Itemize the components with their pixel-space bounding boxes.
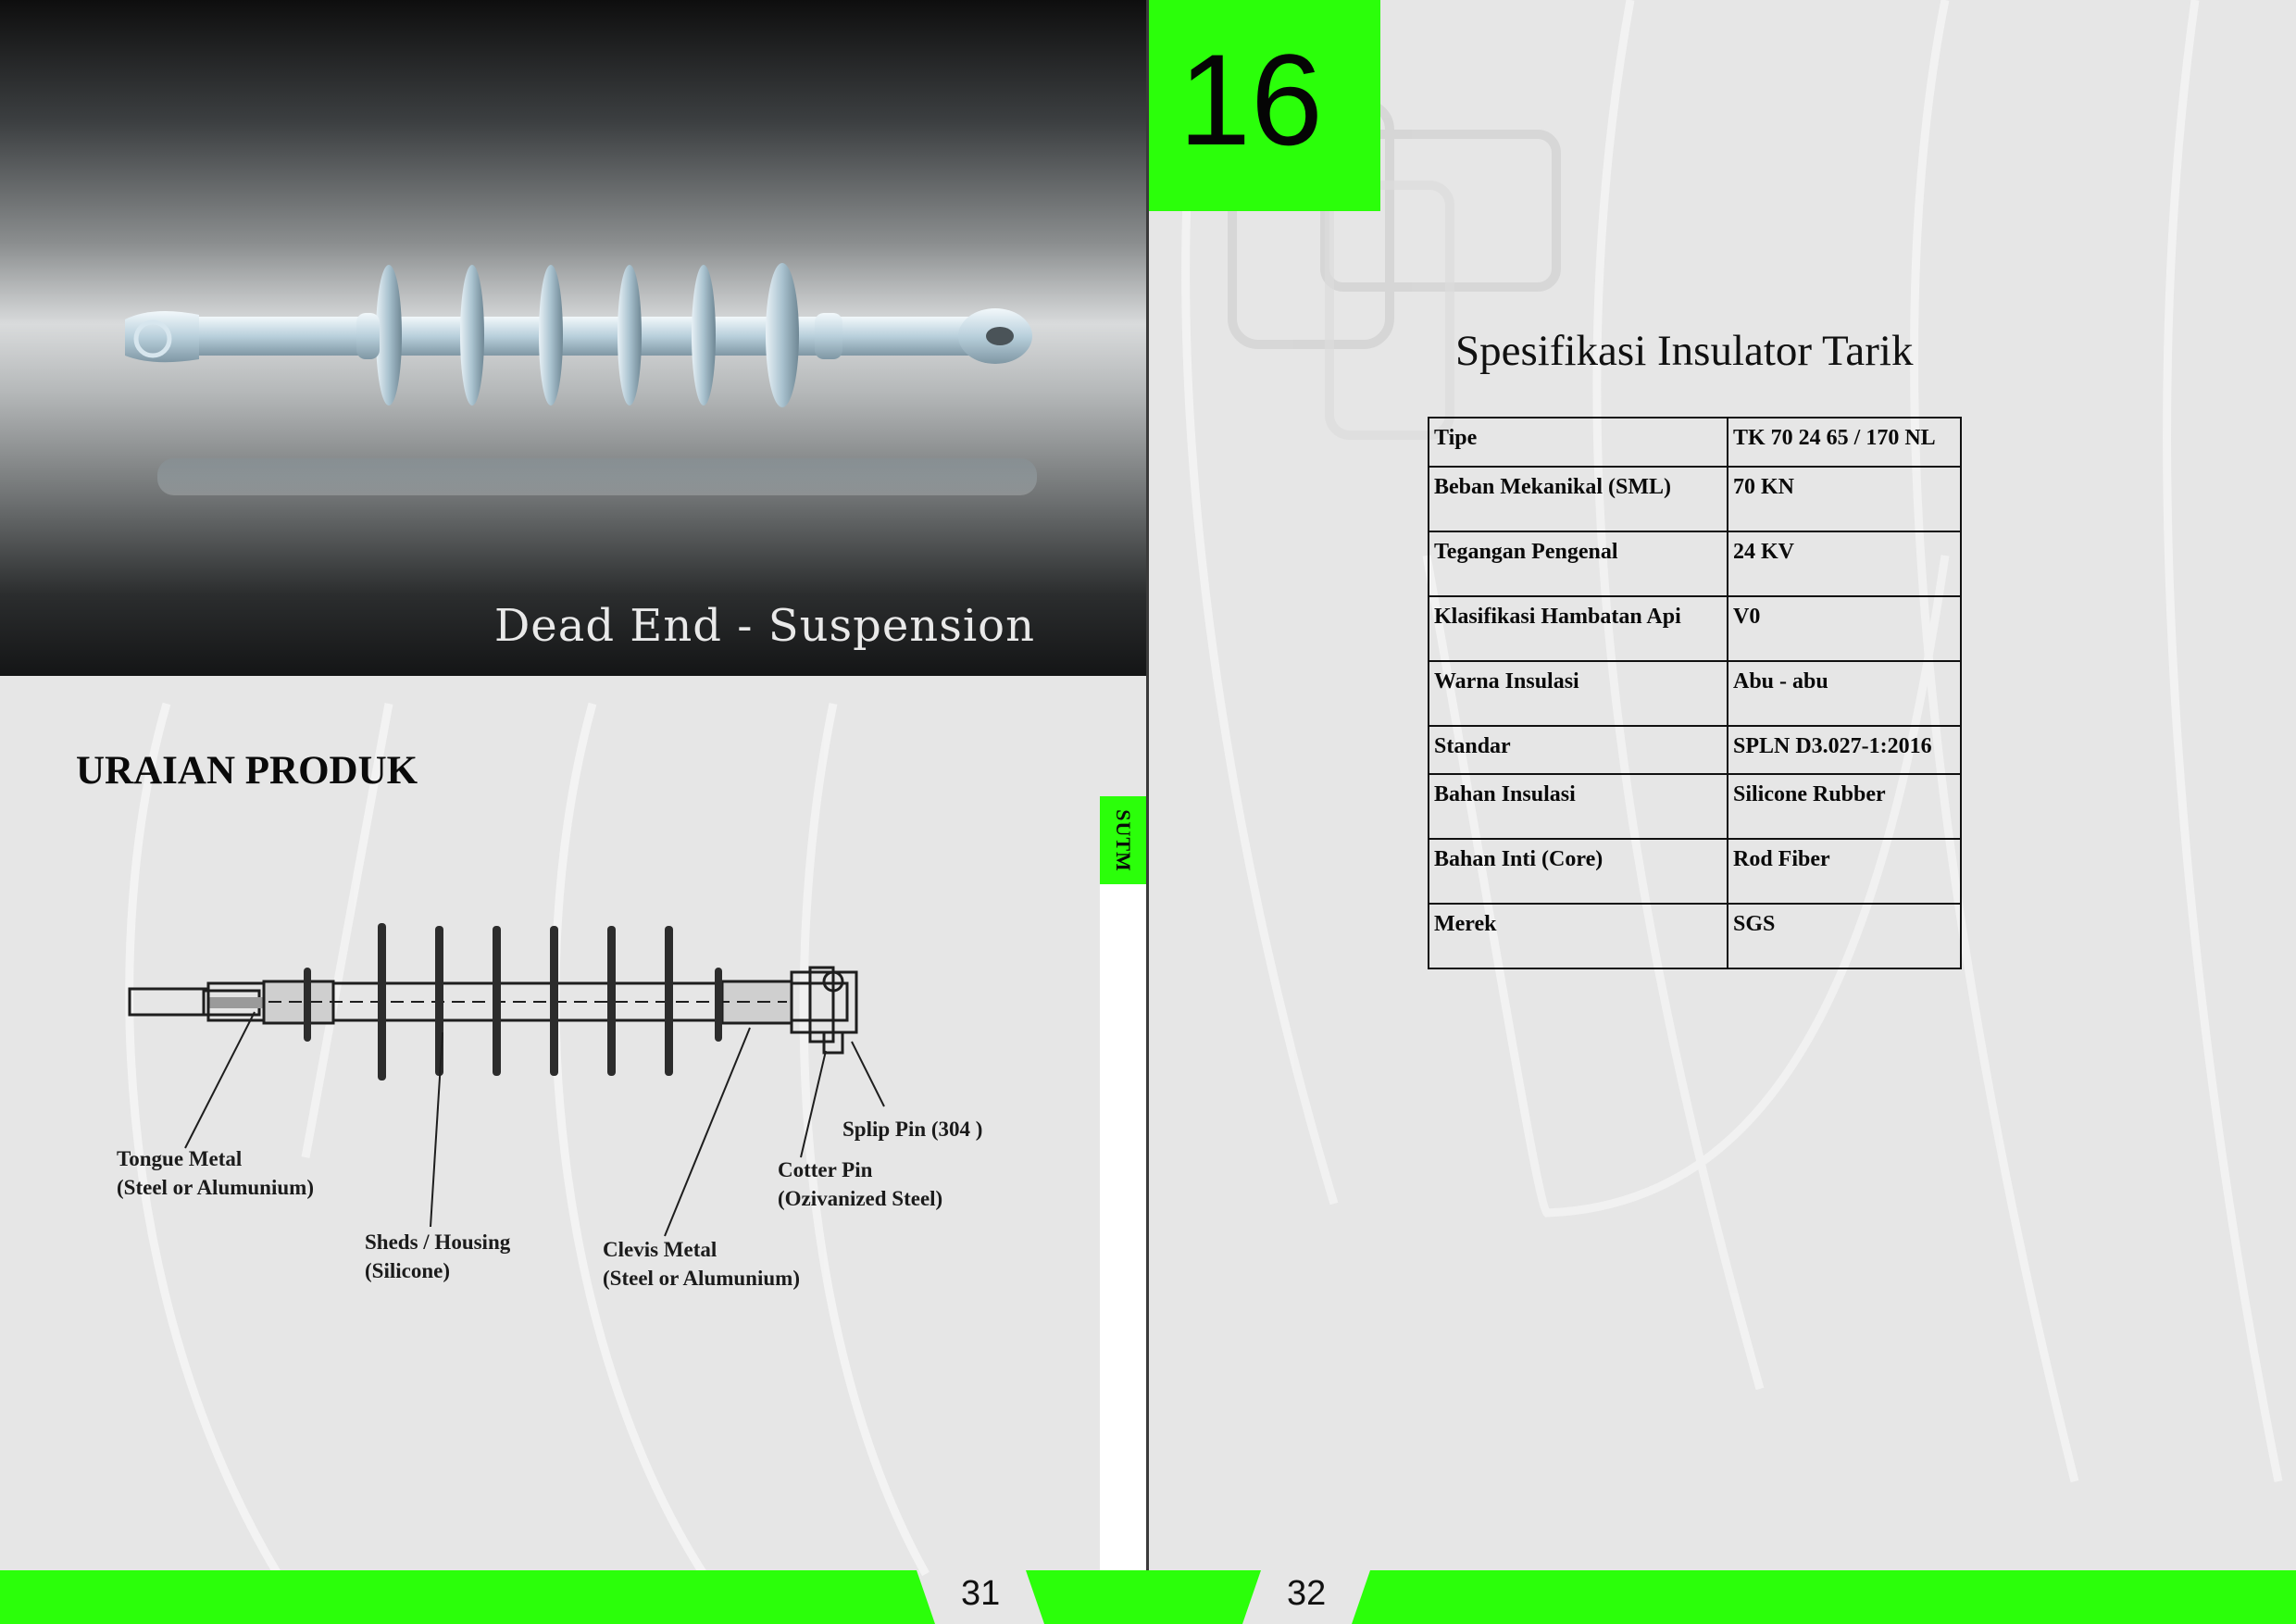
spec-row	[1429, 467, 1961, 531]
spec-label: Beban Mekanikal (SML)	[1429, 467, 1728, 531]
label-cotter-pin: Cotter Pin (Ozivanized Steel)	[778, 1158, 943, 1210]
chapter-number: 16	[1179, 27, 1323, 172]
spec-value: SGS	[1728, 904, 1961, 968]
side-tab-sutm	[1100, 796, 1146, 884]
spec-row	[1429, 661, 1961, 726]
spec-table	[1428, 417, 1962, 969]
spec-label: Tipe	[1429, 418, 1728, 467]
spec-value: V0	[1728, 596, 1961, 661]
side-tab-label: SUTM	[1112, 808, 1135, 872]
section-title: URAIAN PRODUK	[76, 749, 418, 793]
spec-label: Bahan Inti (Core)	[1429, 839, 1728, 904]
hero-caption: Dead End - Suspension	[493, 600, 1035, 652]
insulator-photo-illustration	[0, 0, 1146, 676]
spec-value: TK 70 24 65 / 170 NL	[1728, 418, 1961, 467]
spec-value: SPLN D3.027-1:2016	[1728, 726, 1961, 774]
right-page	[1149, 0, 2296, 1624]
page-number-left: 31	[961, 1574, 1001, 1613]
spec-row	[1429, 726, 1961, 774]
spec-label: Tegangan Pengenal	[1429, 531, 1728, 596]
spec-value: Abu - abu	[1728, 661, 1961, 726]
label-splip-pin: Splip Pin (304 )	[842, 1118, 983, 1141]
chapter-number-box	[1149, 0, 1380, 211]
spec-label: Bahan Insulasi	[1429, 774, 1728, 839]
spec-value: Rod Fiber	[1728, 839, 1961, 904]
spec-label: Standar	[1429, 726, 1728, 774]
insulator-parts-diagram	[93, 912, 1037, 1301]
spec-row	[1429, 904, 1961, 968]
footer-bar	[0, 1570, 2296, 1624]
spec-title: Spesifikasi Insulator Tarik	[1455, 327, 1914, 375]
spec-row	[1429, 531, 1961, 596]
spec-row	[1429, 839, 1961, 904]
hero-product-photo	[0, 0, 1146, 676]
spec-value: Silicone Rubber	[1728, 774, 1961, 839]
spec-row	[1429, 774, 1961, 839]
spec-value: 24 KV	[1728, 531, 1961, 596]
left-page	[0, 0, 1146, 1624]
label-tongue-metal: Tongue Metal (Steel or Alumunium)	[117, 1147, 314, 1199]
spec-value: 70 KN	[1728, 467, 1961, 531]
spec-label: Klasifikasi Hambatan Api	[1429, 596, 1728, 661]
label-sheds-housing: Sheds / Housing (Silicone)	[365, 1230, 511, 1282]
side-strip	[1100, 796, 1146, 1574]
label-clevis-metal: Clevis Metal (Steel or Alumunium)	[603, 1238, 800, 1290]
page-number-right: 32	[1287, 1574, 1327, 1613]
spec-row	[1429, 596, 1961, 661]
spec-row	[1429, 418, 1961, 467]
spec-label: Warna Insulasi	[1429, 661, 1728, 726]
spec-label: Merek	[1429, 904, 1728, 968]
